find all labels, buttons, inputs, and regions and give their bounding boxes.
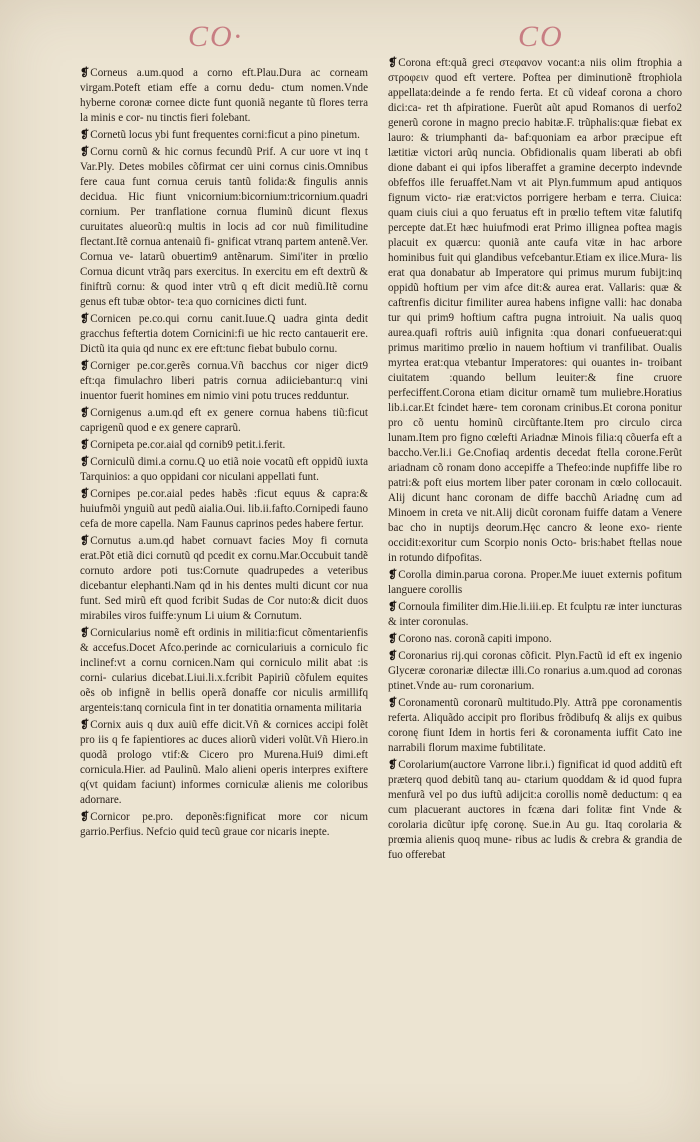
entry-text: Coronamentũ coronarũ multitudo.Ply. Attrã ppe coronamentis referta. Aliquãdo accipit pro floribus frõdibufq & alijs ex quibus coronę fiunt Idem in hortis feri & coronamenta iuffit Cato ine narrabili florum maxime fubtilitate. xyxy=(388,697,682,754)
paragraph-mark-icon: ❡ xyxy=(388,601,398,613)
dictionary-entry xyxy=(80,145,368,310)
dictionary-entry xyxy=(80,487,368,532)
dictionary-entry xyxy=(80,718,368,808)
entry-text: Cornix auis q dux auiũ effe dicit.Vñ & cornices accipi folẽt pro iis q fe fapientiores ac duces aliorũ videri volũt.Vñ Hiero.in quodã prologo vtif:& Cicero pro Murena.Hui9 dimi.eft cornicula.Hier. ad Paulinũ. Malo alieni operis interpres exiftere q(vt quidam faciunt) informes corniculæ alienis me coloribus adornare. xyxy=(80,719,368,806)
paragraph-mark-icon: ❡ xyxy=(80,407,90,419)
entry-text: Cornicen pe.co.qui cornu canit.Iuue.Q uadra ginta dedit gracchus feftertia dotem Cornicini:fi ue hic recto cantauerit ere. Dictũ ita quia qd nunc ex ere eft:tunc fiebat bubulo cornu. xyxy=(80,313,368,355)
paragraph-mark-icon: ❡ xyxy=(388,759,398,771)
paragraph-mark-icon: ❡ xyxy=(388,569,398,581)
entry-text: Cornicularius nomẽ eft ordinis in militia:ficut cõmentarienfis & accefus.Docet Afco.perinde ac corniculariuis a corniculo fic inclinef:vt a cornu cornicen.Nam qui corniculo milit abat :is corni- cularius dicebat.Liui.li.x.fcribit Papiriũ cõfulem equites oẽs ob infignẽ in bellis operã donaffe cor niculis armillifq argenteis:tanq cornicula fint in ter donatitia ornamenta militaria xyxy=(80,627,368,714)
paragraph-mark-icon: ❡ xyxy=(80,129,90,141)
paragraph-mark-icon: ❡ xyxy=(388,697,398,709)
entry-text: Cornetũ locus ybi funt frequentes corni:ficut a pino pinetum. xyxy=(90,129,360,141)
entry-text: Cornipeta pe.cor.aial qd cornib9 petit.i.ferit. xyxy=(90,439,286,451)
dictionary-entry xyxy=(388,600,682,630)
paragraph-mark-icon: ❡ xyxy=(80,719,90,731)
entry-text: Corniculũ dimi.a cornu.Q uo etiã noie vocatũ eft oppidũ iuxta Tarquinios: a quo oppidani cor niculani appellati funt. xyxy=(80,456,368,483)
entry-text: Corneus a.um.quod a corno eft.Plau.Dura ac corneam virgam.Poteft etiam effe a cornu dedu- ctum nomen.Vnde hyberne coronæ cornee dicte funt quoniã negante tũ flores terra la minis e cor- nu tinctis fieri folebant. xyxy=(80,67,368,124)
paragraph-mark-icon: ❡ xyxy=(388,633,398,645)
entry-text: Cornutus a.um.qd habet cornuavt facies Moy fi cornuta erat.Põt etiã dici cornutũ qd pcedit ex cornu.Mar.Occubuit tandẽ cornuto ardore poti tus:Cornute quadrupedes a veteribus dicebantur elephanti.Nam qd in his dentes multi dicunt cor nua funt. Sed mirũ eft quod fcribit Sudas de Cor nuto:& dicit duos mirabiles viros fuiffe:ynum Li uium & Cornutum. xyxy=(80,535,368,622)
paragraph-mark-icon: ❡ xyxy=(80,456,90,468)
paragraph-mark-icon: ❡ xyxy=(80,313,90,325)
paragraph-mark-icon: ❡ xyxy=(388,57,398,69)
dictionary-entry xyxy=(80,406,368,436)
paragraph-mark-icon: ❡ xyxy=(80,67,90,79)
dictionary-entry xyxy=(80,534,368,624)
left-column xyxy=(80,66,368,1086)
paragraph-mark-icon: ❡ xyxy=(80,627,90,639)
entry-text: Cornicor pe.pro. deponẽs:fignificat more cor nicum garrio.Perfius. Nefcio quid tecũ graue cor nicaris inepte. xyxy=(80,811,368,838)
dictionary-entry xyxy=(80,359,368,404)
running-head-left: CO· xyxy=(188,20,244,53)
entry-text: Corniger pe.cor.gerẽs cornua.Vñ bacchus cor niger dict9 eft:qa fimulachro liberi patris cornua adiiciebantur:q vini inuentor fuerit homines em nimio vini potu truces redduntur. xyxy=(80,360,368,402)
paragraph-mark-icon: ❡ xyxy=(80,360,90,372)
entry-text: Cornu cornũ & hic cornus fecundũ Prif. A cur uore vt inq t Var.Ply. Detes mobiles cõfirmat cer uini cornus cinis.Omnibus fere caua funt cornua ceruis tantũ folida:& fingulis annis decidua. Hic fiunt vnicornium:bicornium:tricornium.quadri cornium. Per tranflatione cornua fluminũ dicunt flexus curuitates alueorũ:q multis in locis ad cor nuũ fimilitudine flectant.Itẽ cornua antenaiũ fi- gnificat vtranq partem antenẽ.Ver. Cornua ve- latarũ obuertim9 antẽnarum. Simi'iter in prœlio Cornua dicunt vtrãq pars exercitus. In exercitu em eft dextrũ & finiftrũ cornu: & quod inter vtrũ q eft dicit mediũ.Itẽ cornu genus eft tubæ obtor- te:a quo cornicines dicti funt. xyxy=(80,146,368,308)
dictionary-entry xyxy=(80,438,368,453)
entry-text: Corolla dimin.parua corona. Proper.Me iuuet externis pofitum languere corollis xyxy=(388,569,682,596)
dictionary-entry xyxy=(388,696,682,756)
dictionary-entry xyxy=(80,455,368,485)
dictionary-entry xyxy=(80,66,368,126)
right-column xyxy=(388,56,682,1106)
entry-text: Corono nas. coronã capiti impono. xyxy=(398,633,552,645)
paragraph-mark-icon: ❡ xyxy=(80,146,90,158)
running-head-right: CO xyxy=(518,20,564,53)
dictionary-entry xyxy=(388,56,682,566)
paragraph-mark-icon: ❡ xyxy=(388,650,398,662)
entry-text: Cornipes pe.cor.aial pedes habẽs :ficut equus & capra:& huiufmõi ynguiũ aut pedũ aialia.Oui. lib.ii.fafto.Cornipedi fauno cefa de more capella. Nam Faunus caprinos pedes habere fertur. xyxy=(80,488,368,530)
dictionary-entry xyxy=(80,626,368,716)
entry-text: Cornigenus a.um.qd eft ex genere cornua habens tiũ:ficut caprigenũ quod e ex genere caprarũ. xyxy=(80,407,368,434)
dictionary-entry xyxy=(80,810,368,840)
dictionary-entry xyxy=(388,632,682,647)
entry-text: Cornoula fimiliter dim.Hie.li.iii.ep. Et fculptu ræ inter iuncturas & inter coronulas. xyxy=(388,601,682,628)
dictionary-entry xyxy=(388,649,682,694)
entry-text: Corolarium(auctore Varrone libr.i.) fignificat id quod additũ eft præterq quod debitũ tanq au- ctarium quoddam & id quod fupra menfurã vel po dus iuftũ adijcit:a corollis nomẽ deductum: q ea cum placuerant auctores in fcæna dari folitæ fint Vnde & corolaria dicũtur ipfę coronę. Sue.in Au gu. Itaq corolaria & prœmia alienis quoq mune- ribus ac ludis & crebra & grandia de fuo offerebat xyxy=(388,759,682,861)
dictionary-entry xyxy=(80,312,368,357)
dictionary-entry xyxy=(388,568,682,598)
entry-text: Corona eft:quã greci στεφανον vocant:a niis olim ftrophia a στροφειν quod eft vertere. Poftea per diminutionẽ ftrophiola appellata:deinde a fe rendo ferta. Et cũ videaf corona a choro dici:ca- ret th afpiratione. Fuerũt aũt apud Romanos di uerfo2 generũ corone in magno precio habitæ.F. trũphalis:quæ fiebat ex lauro: & triumphanti da- baf:quoniam ea arbor præcipue eft lætitiæ victori arũq nuncia. Obfidionalis quam liberati ab obfi dione dabant ei qui ipfos liberaffet a gramine decerpto indevnde obfeffos ille feruaffet.Nam vt ait Plyn.fummum apud antiquos fignum victo- riæ erat:victos porrigere herbam e terra. Ciuica: quam ciuis ciui a quo feruatus eft in prœlio teftem vitæ falutifq percepte dat.Et hæc huiufmodi erat Primo illignea poftea magis placuit ex quærcu: quoniã ante caufa vitæ in hac arbore hominibus fuit qui glandibus vefcebantur.Etiam ex ilice.Mura- lis erat qua donabatur ab Imperatore qui primus murum fubijt:inq oppidũ hoftium per vim afce dit:& aurea erat. Vallaris: quæ & caftrenfis dicitur fimiliter aurea habens infigne valli: hac donaba tur qui prim9 hoftium caftra pugna introiuit. Na ualis quoq aurea.quafi roftris auiũ infignita :qua donari confueuerat:qui primus maritimo prœlio in nauem hoftium vi tranfilibat. Oualis myrtea erat:qua vtebantur Imperatores: qui ouantes in- troibant ciuitatem :quando bellum leuiter:& fine cruore perfeciffent.Corona etiam dicitur ornamẽ tum muliebre.Horatius lib.i.car.Et fcindet hære- tem coronam crinibus.Et corona ponitur pro cõ uentu hominũ circũftante.Item pro circulo circa lunam.Item pro figno cœlefti Ariadnæ Minois filia:q cõuerfa eft a baccho.Ver.li.i Ge.Cnofiaq ardentis decedat ftella corone.Ferũt ariadnam cõ ronam dono accepiffe a Thefeo:inde nupfiffe libe ro patri:& poft eius mortem liber pater coronam in cœlo collocauit. Alij dicunt hanc coronam de diffe bacchũ Ariadnę cum ad Minoem in creta ve nit.Alij dicũt coronam fuiffe datam a Venere bac cho in nuptijs deorum.Hęc cancro & leone exo- riente occidit:exoritur cum Scorpio nonis Octo- bris:habet ftellas noue in rotundo difpofitas. xyxy=(388,57,682,564)
paragraph-mark-icon: ❡ xyxy=(80,811,90,823)
paragraph-mark-icon: ❡ xyxy=(80,439,90,451)
dictionary-entry xyxy=(388,758,682,863)
dictionary-entry xyxy=(80,128,368,143)
entry-text: Coronarius rij.qui coronas cõficit. Plyn.Factũ id eft ex ingenio Glyceræ coronariæ dilectæ illi.Co ronarius a.um.quod ad coronas ptinet.Vnde au- rum coronarium. xyxy=(388,650,682,692)
paragraph-mark-icon: ❡ xyxy=(80,535,90,547)
paragraph-mark-icon: ❡ xyxy=(80,488,90,500)
